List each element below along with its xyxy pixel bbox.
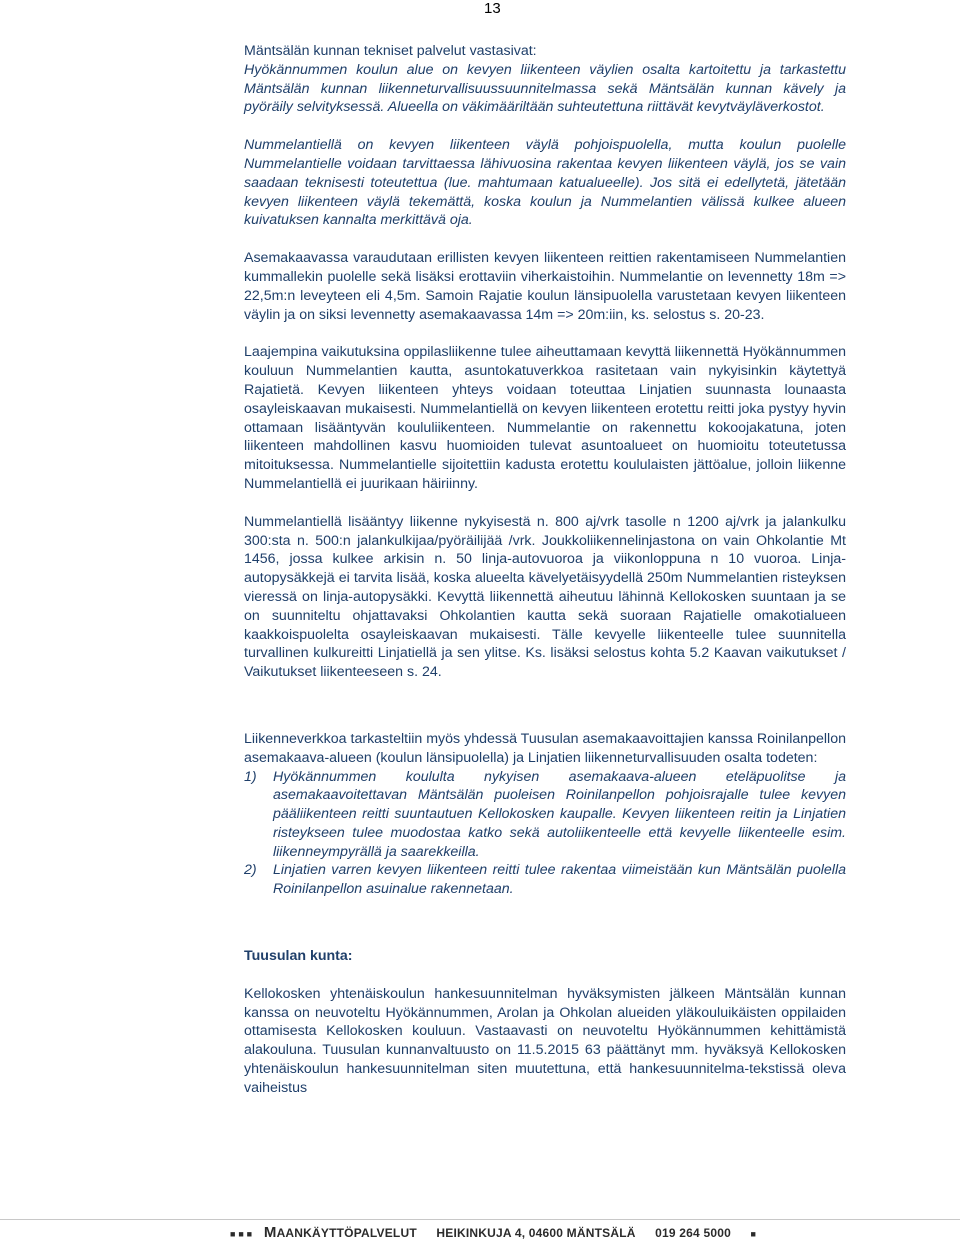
paragraph-3: Asemakaavassa varaudutaan erillisten kevyen liikenteen reittien rakentamiseen Nummelantien kummallekin puolelle sekä lisäksi erottaviin viherkaistoihin. Nummelantie on levennetty 18m => 22,5m:n leveyteen eli 4,5m. Samoin Rajatie koulun länsipuolella varustetaan kevyen liikenteen väylin ja on siksi levennetty asemakaavassa 14m => 20m:iin, ks. selostus s. 20-23. xyxy=(244,250,846,323)
paragraph-5: Nummelantiellä lisääntyy liikenne nykyisestä n. 800 aj/vrk tasolle n 1200 aj/vrk ja jalankulku 300:sta n. 500:n jalankulkijaa/pyöräilijää /vrk. Joukkoliikennelinjastona on vain Ohkolantie Mt 1456, jossa kulkee arkisin n. 50 linja-autovuoroa ja viikonloppuna n 10 vuoroa. Linja-autopysäkkejä ei tarvita lisää, koska alueelta kävelyetäisyydellä 250m Nummelantien risteyksen vieressä on linja-autopysäkki. Kevyttä liikennettä aiheutuu lähinnä Kellokosken suuntaan ja se on suunniteltu ohjattavaksi Ohkolantien kautta sekä suoraan Rajatielle omakotialueen kaakkoispuolelta osayleiskaavan mukaisesti. Tälle kevyelle liikenteelle tulee suunnitella turvallinen kulkureitti Linjatiellä ja sen ylitse. Ks. lisäksi selostus kohta 5.2 Kaavan vaikutukset / Vaikutukset liikenteeseen s. 24. xyxy=(244,513,846,681)
paragraph-6: Liikenneverkkoa tarkasteltiin myös yhdessä Tuusulan asemakaavoittajien kanssa Roinilanpellon asemakaava-alueen (koulun länsipuolella) ja Linjatien liikenneturvallisuuden osalta todeten: xyxy=(244,730,846,766)
footer-company-initial: M xyxy=(263,1224,277,1241)
footer-bullets: ■ ■ ■ xyxy=(230,1228,253,1239)
list-item xyxy=(244,768,846,862)
list-item-number: 1) xyxy=(244,768,257,785)
footer-phone: 019 264 5000 xyxy=(655,1226,731,1240)
section-heading: Tuusulan kunta: xyxy=(244,948,353,965)
paragraph-intro-line: Mäntsälän kunnan tekniset palvelut vastasivat: xyxy=(244,43,537,59)
paragraph-7: Kellokosken yhtenäiskoulun hankesuunnitelman hyväksymisten jälkeen Mäntsälän kunnan kanssa on neuvoteltu Hyökännummen, Arolan ja Ohkolan alueiden yläkouluikäisten oppilaiden ottamisesta Kellokosken kouluun. Vastaavasti on neuvoteltu Hyökännummen kehittämistä alakouluna. Tuusulan kunnanvaltuusto on 11.5.2015 63 päättänyt mm. hyväksyä Kellokosken yhtenäiskoulun hankesuunnitelman siten muutettuna, että hankesuunnitelma-tekstissä oleva vaiheistus xyxy=(244,985,846,1096)
list-item xyxy=(244,861,846,899)
footer-company xyxy=(264,1226,417,1240)
paragraph-1-italic: Hyökännummen koulun alue on kevyen liikenteen väylien osalta kartoitettu ja tarkastettu Mäntsälän kunnan liikenneturvallisuussuunnitelmassa sekä Mäntsälän kunnan kävely ja pyöräily selvityksessä. Alueella on väkimääriltään suhteutettuna riittävät kevytväyläverkostot. xyxy=(244,61,846,116)
paragraph-4: Laajempina vaikutuksina oppilasliikenne tulee aiheuttamaan kevyttä liikennettä Hyökännummen kouluun Nummelantien kautta, asuntokatuverkkoa rasitetaan vain nykyisinkin käytettyä Rajatietä. Kevyen liikenteen yhteys voidaan toteuttaa Linjatien suunnasta lounaasta osayleiskaavan mukaisesti. Nummelantiellä on kevyen liikenteen erotettu reitti joka pystyy hyvin ottamaan lisääntyvän koululiikenteen. Nummelantie on rakennettu kokoojakatuna, joten liikenteen mahdollinen kasvu huomioiden tulevat asuntoalueet on huomioitu toteutetussa mitoituksessa. Nummelantielle sijoitettiin kadusta erotettu koululaisten jättöalue, jolloin liikenne Nummelantiellä ei juurikaan häiriinny. xyxy=(244,344,846,492)
document-body xyxy=(244,42,846,1098)
list-item-text: Hyökännummen koululta nykyisen asemakaava-alueen eteläpuolitse ja asemakaavoitettavan Mäntsälän puoleisen Roinilanpellon pohjoisrajalle tulee kevyen pääliikenteen reitti suuntautuen Kellokosken kaupalle. Kevyen liikenteen reitin ja Linjatien risteykseen tulee muodostaa katko sekä autoliikenteelle että kevyelle liikenteelle esim. liikenneympyrällä ja saarekkeilla. xyxy=(273,768,846,860)
footer xyxy=(230,1224,764,1241)
page-number: 13 xyxy=(484,0,501,17)
list-item-text: Linjatien varren kevyen liikenteen reitti tulee rakentaa viimeistään kun Mäntsälän puolella Roinilanpellon asuinalue rakennetaan. xyxy=(273,862,846,898)
footer-company-rest: AANKÄYTTÖPALVELUT xyxy=(276,1226,417,1240)
footer-address: HEIKINKUJA 4, 04600 MÄNTSÄLÄ xyxy=(436,1226,636,1240)
footer-divider xyxy=(0,1219,960,1220)
numbered-list xyxy=(244,768,846,900)
paragraph-2-italic: Nummelantiellä on kevyen liikenteen väylä pohjoispuolella, mutta koulun puolelle Nummelantielle voidaan tarvittaessa lähivuosina rakentaa kevyen liikenteen väylä, jos se vain saadaan teknisesti toteutettua (lue. mahtumaan katualueelle). Jos sitä ei edellytetä, jätetään kevyen liikenteen väylä tekemättä, koska koulun ja Nummelantien välissä kulkee alueen kuivatuksen kannalta merkittävä oja. xyxy=(244,137,846,229)
list-item-number: 2) xyxy=(244,862,257,879)
footer-trailing-bullet: ■ xyxy=(750,1228,757,1239)
